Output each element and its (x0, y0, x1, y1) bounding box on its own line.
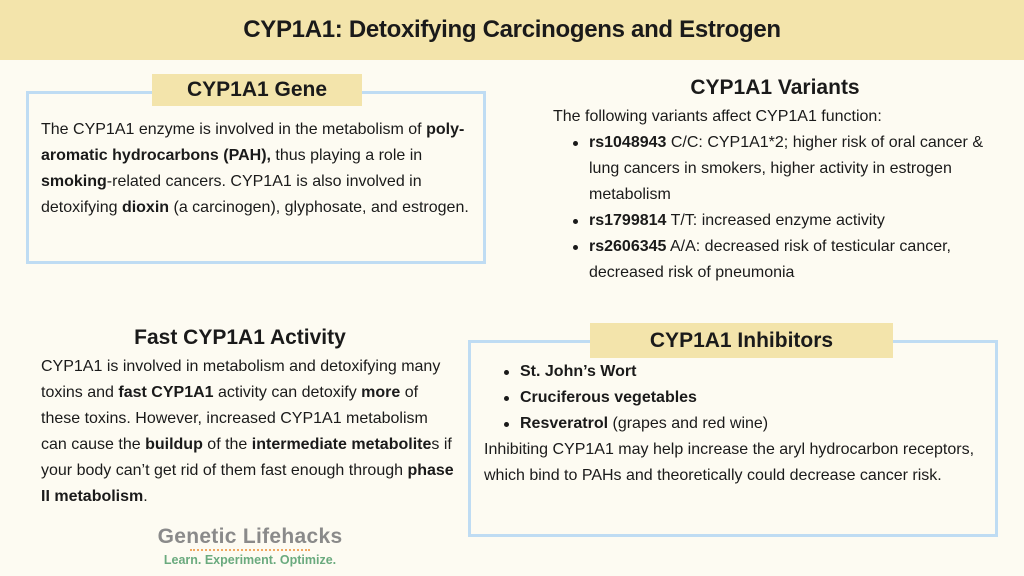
page-title: CYP1A1: Detoxifying Carcinogens and Estrogen (243, 16, 781, 43)
logo-divider (190, 549, 310, 552)
list-item: Resveratrol (grapes and red wine) (498, 411, 994, 437)
fast-title: Fast CYP1A1 Activity (134, 326, 346, 349)
gene-paragraph: The CYP1A1 enzyme is involved in the metabolism of poly-aromatic hydrocarbons (PAH), thus playing a role in smoking-related cancers. CYP1A1 is also involved in detoxifying dioxin (a carcinogen), glyphosate, and estrogen. (41, 121, 469, 216)
genetic-lifehacks-logo (152, 526, 348, 567)
inhibitors-note: Inhibiting CYP1A1 may help increase the aryl hydrocarbon receptors, which bind to PAHs and theoretically could decrease cancer risk. (484, 441, 975, 484)
logo-name: Genetic Lifehacks (157, 525, 343, 548)
variants-list (553, 130, 1013, 286)
variants-section (553, 104, 1013, 286)
list-item: Cruciferous vegetables (498, 385, 994, 411)
list-item: rs1799814 T/T: increased enzyme activity (567, 208, 1013, 234)
list-item: St. John’s Wort (498, 359, 994, 385)
gene-title: CYP1A1 Gene (152, 74, 362, 106)
variants-intro: The following variants affect CYP1A1 function: (553, 108, 882, 125)
variants-title: CYP1A1 Variants (690, 76, 860, 99)
list-item: rs1048943 C/C: CYP1A1*2; higher risk of oral cancer & lung cancers in smokers, higher activity in estrogen metabolism (567, 130, 1013, 208)
inhibitors-list (484, 359, 994, 437)
logo-tagline: Learn. Experiment. Optimize. (163, 553, 337, 567)
list-item: rs2606345 A/A: decreased risk of testicular cancer, decreased risk of pneumonia (567, 234, 1013, 286)
inhibitors-section (484, 359, 994, 489)
inhibitors-title: CYP1A1 Inhibitors (590, 323, 893, 358)
header-banner (0, 0, 1024, 60)
fast-paragraph: CYP1A1 is involved in metabolism and detoxifying many toxins and fast CYP1A1 activity can detoxify more of these toxins. However, increased CYP1A1 metabolism can cause the buildup of the intermediate metabolites if your body can’t get rid of them fast enough through phase II metabolism. (41, 358, 454, 505)
